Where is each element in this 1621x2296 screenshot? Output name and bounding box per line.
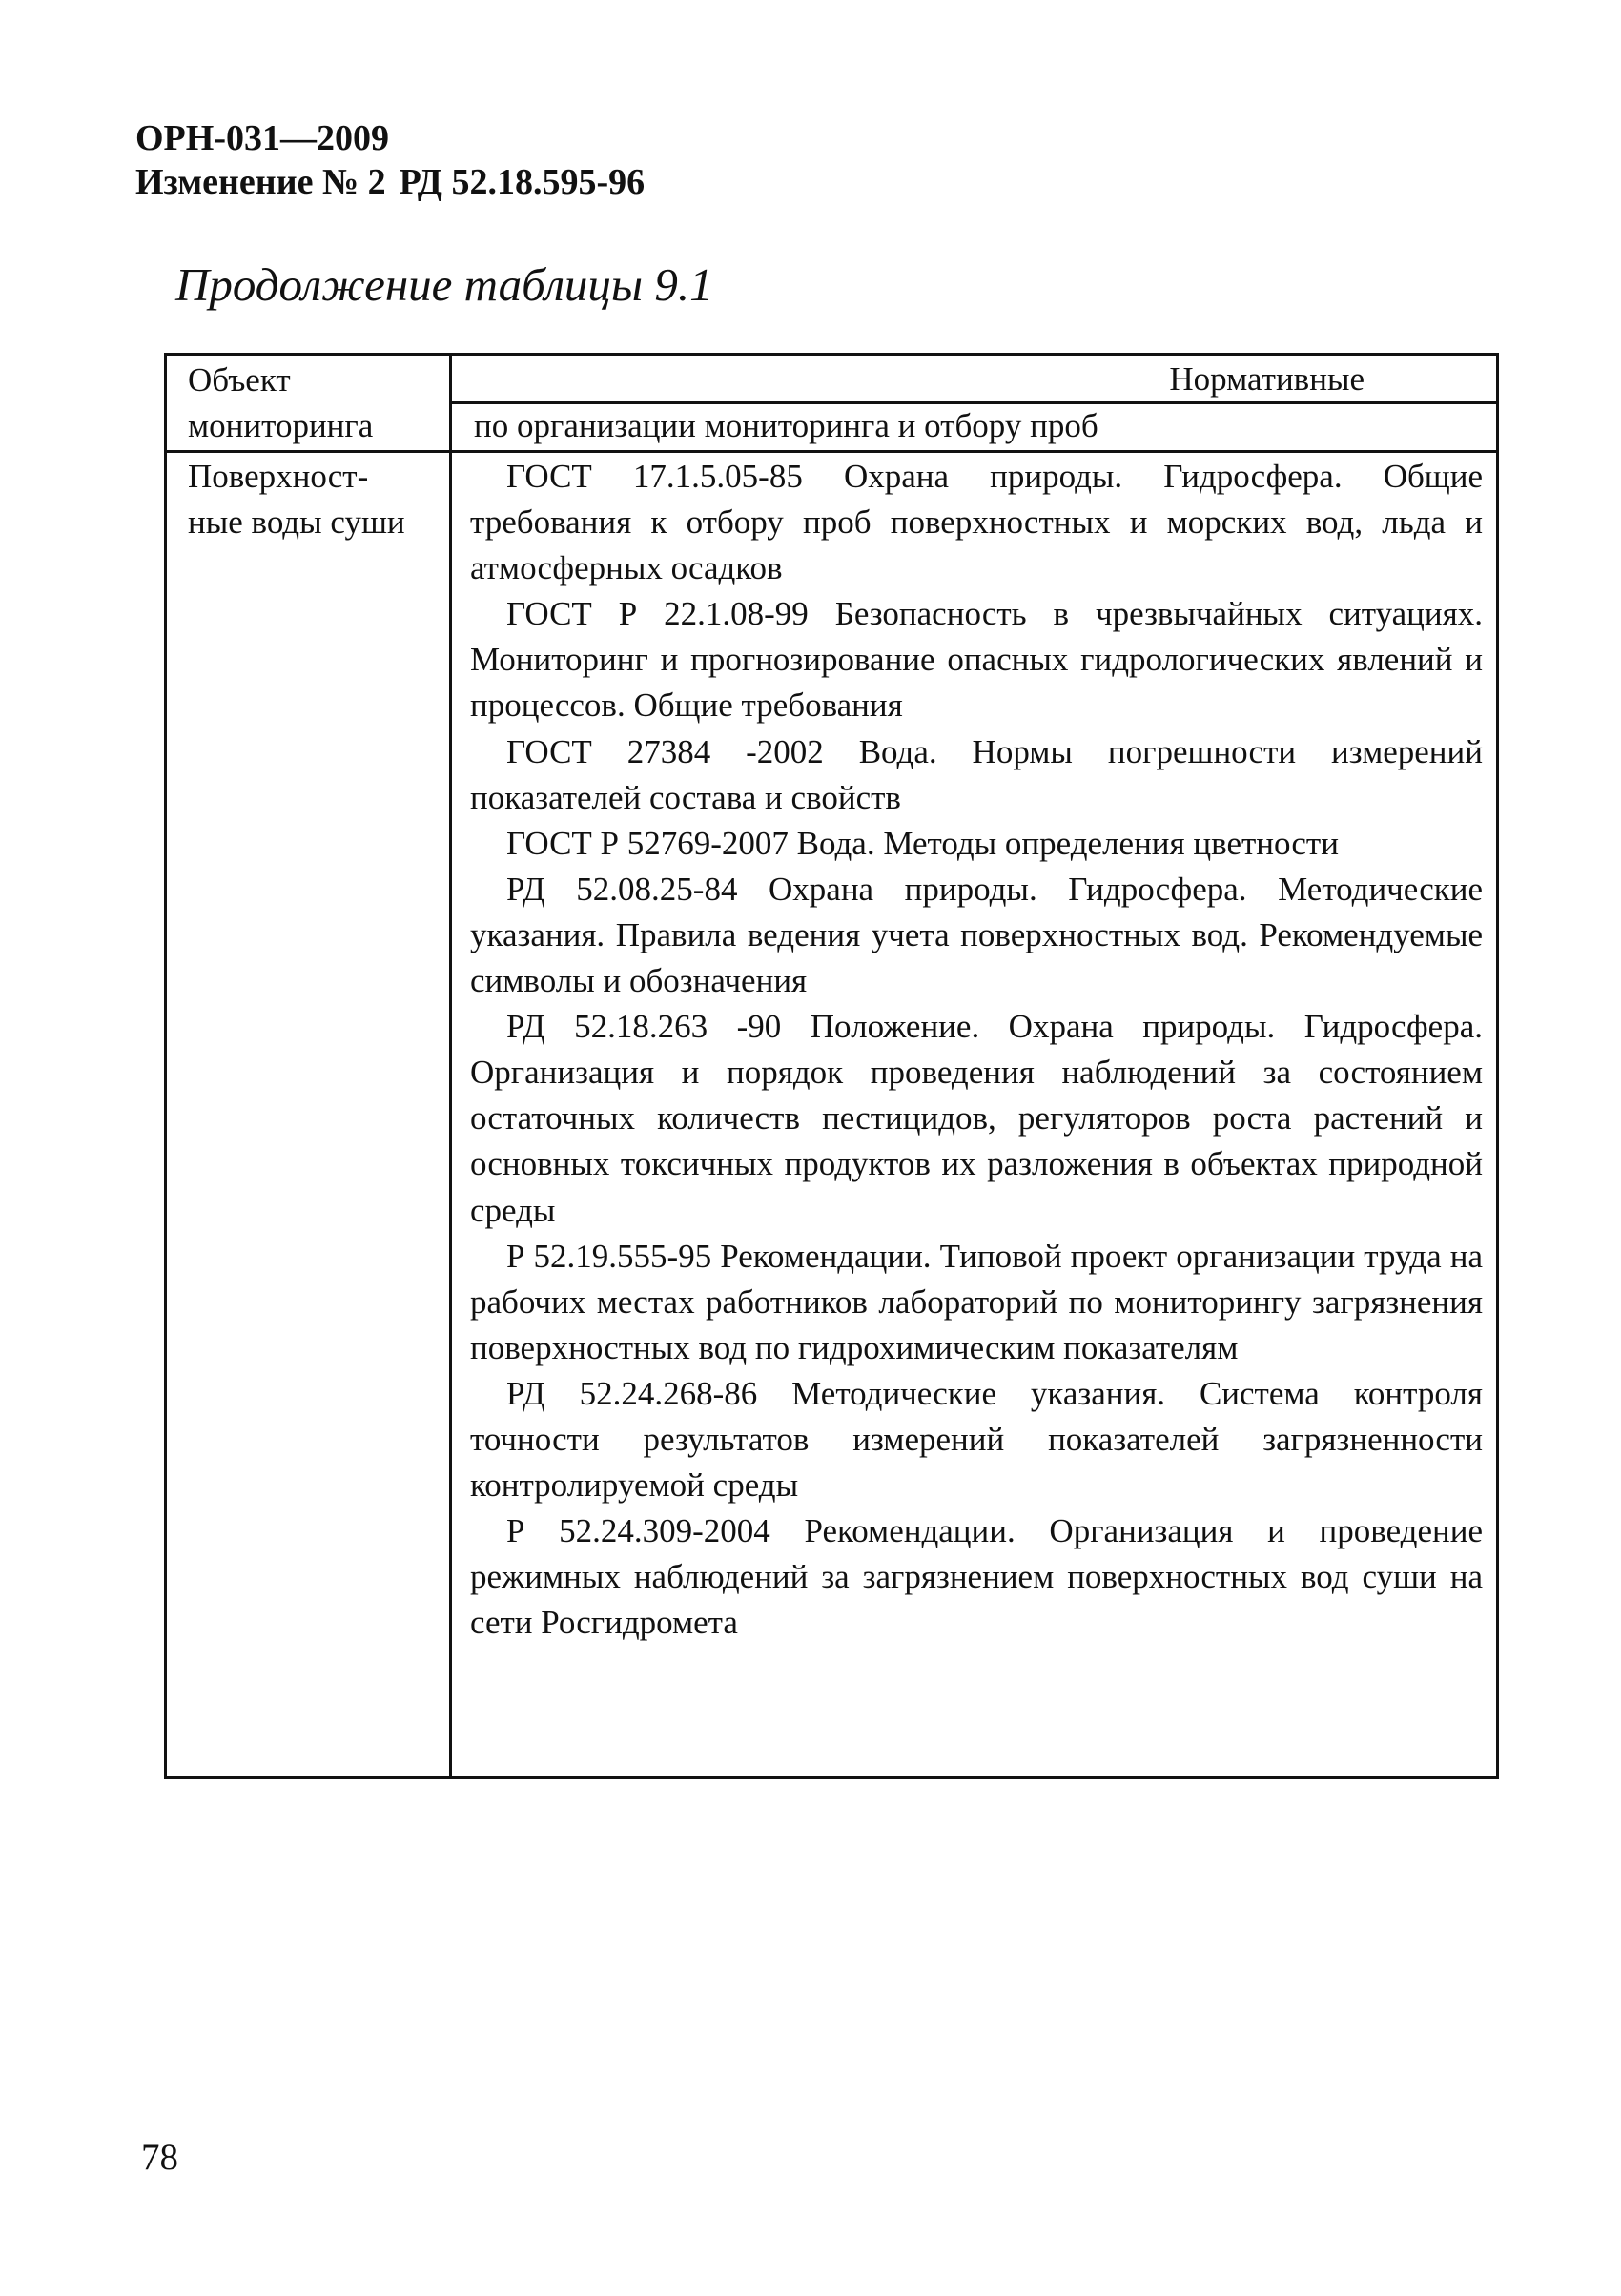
document-reference: РД 52.18.595-96 — [399, 162, 646, 202]
standard-entry: Р 52.19.555-95 Рекомендации. Типовой проект организации труда на рабочих местах работников лабораторий по мониторингу загрязнения поверхностных вод по гидрохимическим показателям — [470, 1237, 1483, 1366]
standard-entry: РД 52.08.25-84 Охрана природы. Гидросфера. Методические указания. Правила ведения учета поверхностных вод. Рекомендуемые символы и обозначения — [470, 870, 1483, 1000]
change-number: Изменение № 2 — [135, 162, 386, 202]
standard-entry: ГОСТ Р 22.1.08-99 Безопасность в чрезвычайных ситуациях. Мониторинг и прогнозирование опасных гидрологических явлений и процессов. Общие требования — [470, 595, 1483, 725]
header-bottom-border — [167, 450, 1496, 453]
monitoring-object-cell: Поверхност-ные воды суши — [188, 458, 405, 541]
column-header-object: Объект мониторинга — [188, 361, 374, 444]
column-subheader: по организации мониторинга и отбору проб — [474, 407, 1098, 444]
table-caption: Продолжение таблицы 9.1 — [175, 258, 713, 311]
column-header-normative: Нормативные — [1169, 360, 1365, 398]
document-code: ОРН-031—2009 — [135, 118, 389, 158]
change-line — [135, 160, 645, 204]
standard-entry: ГОСТ 17.1.5.05-85 Охрана природы. Гидросфера. Общие требования к отбору проб поверхностных и морских вод, льда и атмосферных осадков — [470, 458, 1483, 587]
document-header — [135, 116, 645, 204]
standard-entry: РД 52.18.263 -90 Положение. Охрана природы. Гидросфера. Организация и порядок проведения наблюдений за состоянием остаточных количеств пестицидов, регуляторов роста растений и основных токсичных продуктов их разложения в объектах природной среды — [470, 1008, 1483, 1229]
normative-documents-cell — [470, 454, 1483, 1646]
standard-entry: Р 52.24.309-2004 Рекомендации. Организация и проведение режимных наблюдений за загрязнением поверхностных вод суши на сети Росгидромета — [470, 1512, 1483, 1642]
standards-table — [164, 353, 1499, 1779]
standard-entry: РД 52.24.268-86 Методические указания. Система контроля точности результатов измерений показателей загрязненности контролируемой среды — [470, 1374, 1483, 1505]
page-number: 78 — [141, 2137, 178, 2178]
column-divider — [449, 356, 452, 1776]
standard-entry: ГОСТ 27384 -2002 Вода. Нормы погрешности измерений показателей состава и свойств — [470, 732, 1483, 816]
standard-entry: ГОСТ Р 52769-2007 Вода. Методы определения цветности — [506, 824, 1339, 862]
